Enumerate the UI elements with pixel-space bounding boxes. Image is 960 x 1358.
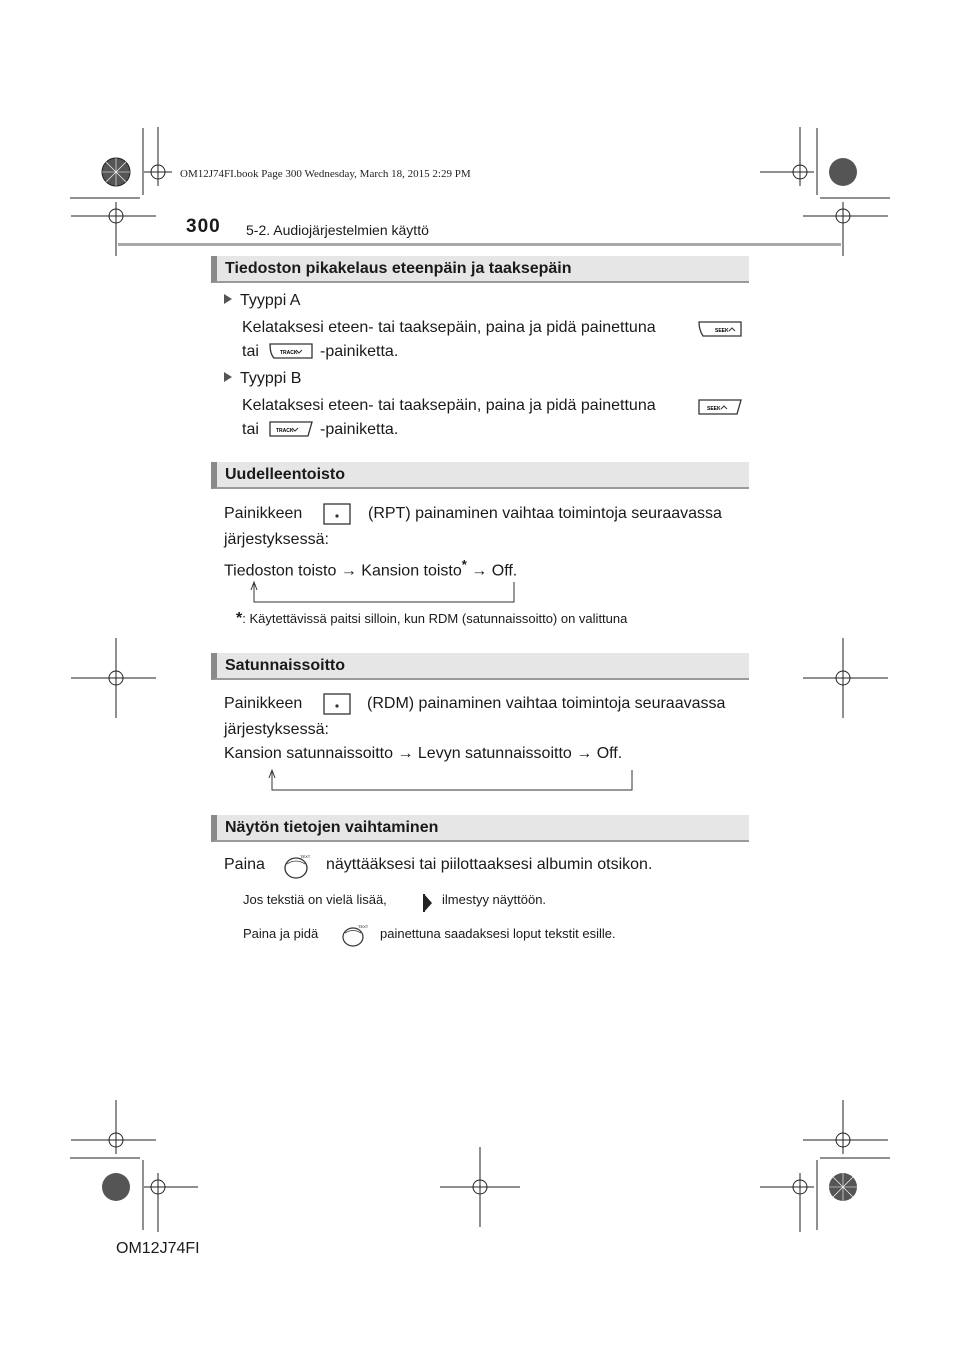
type-a-label-row <box>224 288 300 314</box>
repeat-seq-folder: Kansion toisto <box>361 562 462 580</box>
crosshair-icon <box>803 1100 888 1154</box>
page-number: 300 <box>186 216 221 237</box>
type-a-line1: Kelataksesi eteen- tai taaksepäin, paina ja pidä painettuna <box>242 319 656 336</box>
svg-text:TRACK: TRACK <box>276 428 294 434</box>
crosshair-icon <box>144 127 172 186</box>
crosshair-icon <box>440 1147 520 1227</box>
display-note2-suffix: painettuna saadaksesi loput tekstit esille. <box>380 926 616 941</box>
type-a-line2-suffix: -painiketta. <box>320 343 399 360</box>
rpt-button-icon <box>322 502 352 526</box>
crosshair-icon <box>803 638 888 718</box>
registration-sunburst-icon <box>102 158 130 186</box>
type-b-label: Tyyppi B <box>240 370 302 387</box>
crosshair-icon <box>760 127 814 186</box>
registration-dark-circle-icon <box>829 158 857 186</box>
display-note1-suffix: ilmestyy näyttöön. <box>442 892 547 907</box>
random-sequence <box>224 741 622 767</box>
type-b-line1: Kelataksesi eteen- tai taaksepäin, paina ja pidä painettuna <box>242 397 656 414</box>
display-line1-suffix: näyttääksesi tai piilottaaksesi albumin otsikon. <box>326 856 653 873</box>
bullet-arrow-icon <box>224 372 232 382</box>
svg-text:TRACK: TRACK <box>280 350 298 356</box>
crosshair-icon <box>760 1173 814 1232</box>
random-line2: järjestyksessä: <box>224 721 329 738</box>
type-b-line2-prefix: tai <box>242 421 259 438</box>
footer-code: OM12J74FI <box>116 1240 200 1257</box>
random-seq-folder: Kansion satunnaissoitto <box>224 745 393 762</box>
arrow-icon: → <box>340 562 357 580</box>
repeat-line2: järjestyksessä: <box>224 531 329 548</box>
random-line1-prefix: Painikkeen <box>224 695 303 712</box>
section-heading-display: Näytön tietojen vaihtaminen <box>211 815 749 842</box>
seek-up-button-b-icon <box>697 396 743 418</box>
type-a-label: Tyyppi A <box>240 292 301 309</box>
crosshair-icon <box>803 202 888 256</box>
section-heading-repeat: Uudelleentoisto <box>211 462 749 489</box>
arrow-icon: → <box>471 562 488 580</box>
registration-dark-circle-icon <box>102 1173 130 1201</box>
crosshair-icon <box>71 202 156 256</box>
book-info: OM12J74FI.book Page 300 Wednesday, March 18, 2015 2:29 PM <box>180 168 471 180</box>
repeat-cycle-arrow <box>248 580 518 610</box>
repeat-footnote <box>236 610 627 628</box>
asterisk-mark: * <box>461 557 467 572</box>
repeat-seq-off: Off. <box>491 562 518 580</box>
display-note2-prefix: Paina ja pidä <box>243 926 319 941</box>
more-text-arrow-icon <box>420 892 436 916</box>
track-down-button-icon <box>268 340 314 362</box>
arrow-icon: → <box>576 745 593 762</box>
repeat-seq-file: Tiedoston toisto <box>224 562 337 580</box>
track-down-button-b-icon <box>268 418 314 440</box>
svg-text:SEEK: SEEK <box>707 406 721 412</box>
random-line1-suffix: (RDM) painaminen vaihtaa toimintoja seuraavassa <box>367 695 726 712</box>
seek-up-button-icon <box>697 318 743 340</box>
svg-text:SEEK: SEEK <box>715 328 729 334</box>
chapter-title: 5-2. Audiojärjestelmien käyttö <box>246 222 429 238</box>
display-note1-prefix: Jos tekstiä on vielä lisää, <box>243 892 387 907</box>
crosshair-icon <box>144 1173 198 1232</box>
registration-sunburst-icon <box>829 1173 857 1201</box>
crosshair-icon <box>71 1100 156 1154</box>
bullet-arrow-icon <box>224 294 232 304</box>
random-seq-disc: Levyn satunnaissoitto <box>417 745 572 762</box>
repeat-line1-prefix: Painikkeen <box>224 505 303 522</box>
section-heading-fast-forward: Tiedoston pikakelaus eteenpäin ja taaksepäin <box>211 256 749 283</box>
svg-text:TEXT: TEXT <box>300 854 311 859</box>
section-heading-random: Satunnaissoitto <box>211 653 749 680</box>
random-cycle-arrow <box>266 768 638 798</box>
crosshair-icon <box>71 638 156 718</box>
asterisk-mark: * <box>236 610 243 627</box>
random-seq-off: Off. <box>596 745 623 762</box>
type-b-label-row <box>224 366 301 392</box>
type-a-line2-prefix: tai <box>242 343 259 360</box>
display-line1-prefix: Paina <box>224 856 265 873</box>
repeat-footnote-text: : Käytettävissä paitsi silloin, kun RDM (satunnaissoitto) on valittuna <box>242 611 628 626</box>
rdm-button-icon <box>322 692 352 716</box>
repeat-line1-suffix: (RPT) painaminen vaihtaa toimintoja seuraavassa <box>368 505 722 522</box>
svg-text:TEXT: TEXT <box>358 924 369 929</box>
text-knob-button-icon <box>282 852 314 880</box>
header-rule <box>118 243 841 246</box>
text-knob-button-small-icon <box>340 922 370 948</box>
type-b-line2-suffix: -painiketta. <box>320 421 399 438</box>
arrow-icon: → <box>397 745 414 762</box>
